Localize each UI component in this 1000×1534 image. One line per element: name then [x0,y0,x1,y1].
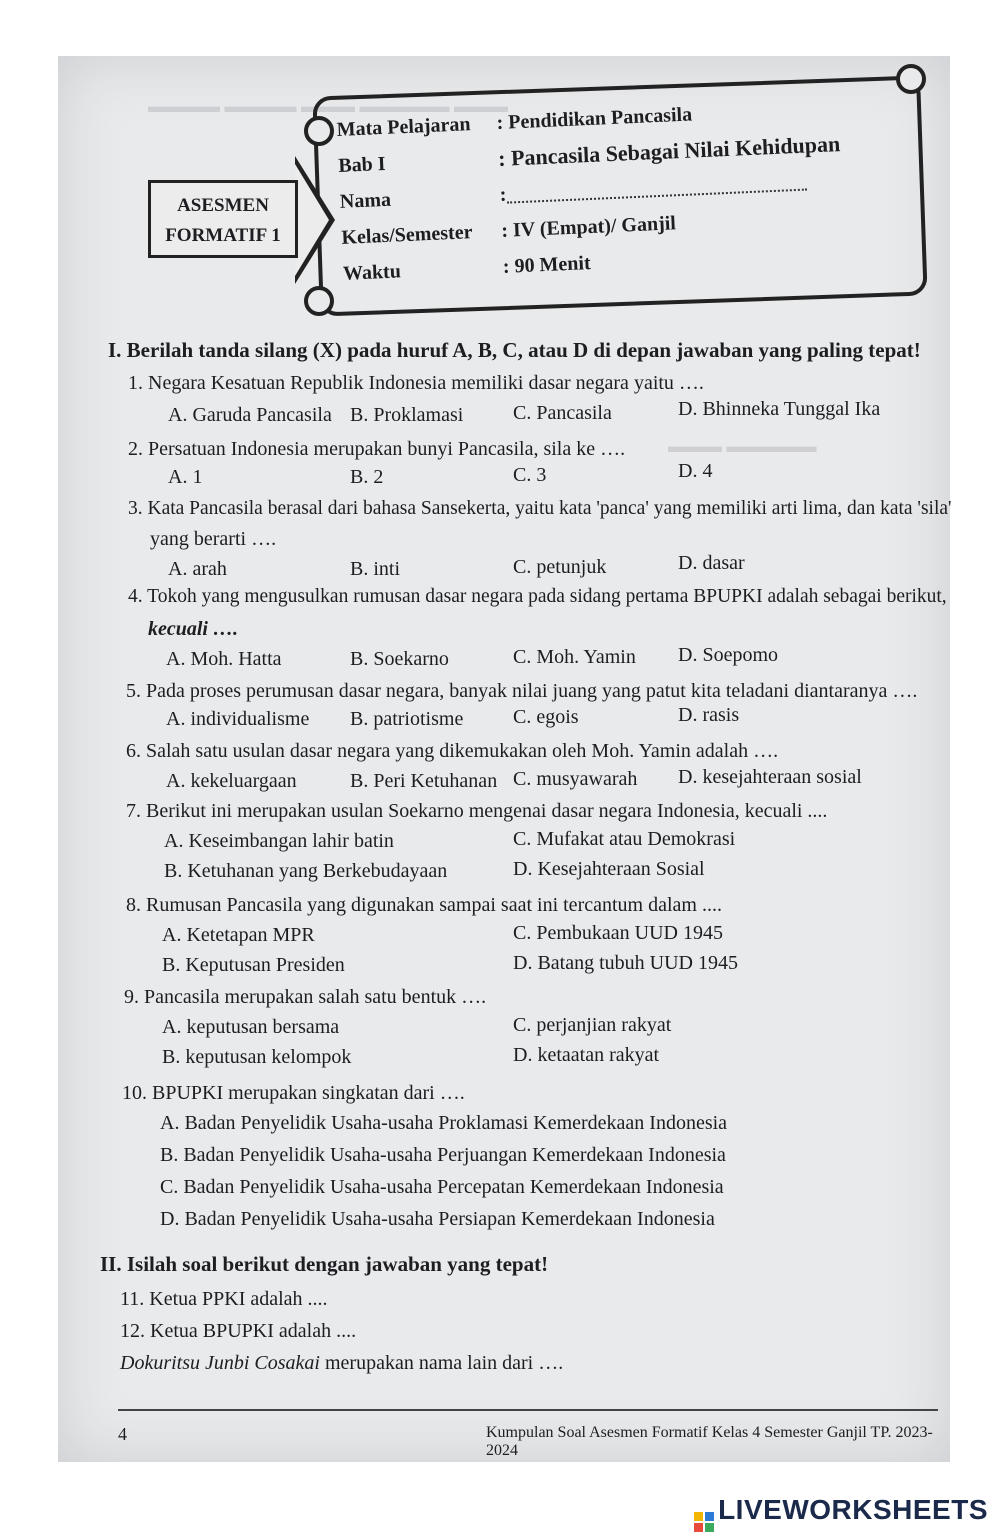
header-label: Nama [339,188,392,213]
option-1a[interactable]: A. Garuda Pancasila [168,404,332,426]
header-value: : 90 Menit [502,251,592,278]
badge-line-1: ASESMEN [177,195,269,216]
option-10d[interactable]: D. Badan Penyelidik Usaha-usaha Persiapan Kemerdekaan Indonesia [160,1208,715,1230]
option-3a[interactable]: A. arah [168,558,227,580]
question-13-term: Dokuritsu Junbi Cosakai [120,1352,320,1374]
header-label: Mata Pelajaran [336,112,471,141]
section-2-title: II. Isilah soal berikut dengan jawaban yang tepat! [100,1252,549,1276]
question-4-cont: kecuali …. [148,618,238,640]
option-3b[interactable]: B. inti [350,558,401,580]
show-through-text: ▬▬▬▬ ▬▬▬▬ ▬▬▬ ▬▬▬▬▬ ▬▬▬ [148,96,508,116]
option-1d[interactable]: D. Bhinneka Tunggal Ika [678,398,881,420]
question-3-cont: yang berarti …. [150,528,277,550]
option-7a[interactable]: A. Keseimbangan lahir batin [164,830,394,852]
option-2d[interactable]: D. 4 [678,460,713,482]
option-7b[interactable]: B. Ketuhanan yang Berkebudayaan [164,860,448,882]
footer-text: Kumpulan Soal Asesmen Formatif Kelas 4 Semester Ganjil TP. 2023-2024 [486,1424,933,1459]
option-5c[interactable]: C. egois [513,706,579,728]
liveworksheets-logo [694,1494,988,1532]
question-5: 5. Pada proses perumusan dasar negara, banyak nilai juang yang patut kita teladani diantaranya …. [126,680,918,702]
header-label: Kelas/Semester [340,220,473,249]
assessment-badge [148,180,298,258]
question-10: 10. BPUPKI merupakan singkatan dari …. [122,1082,465,1104]
question-2: 2. Persatuan Indonesia merupakan bunyi Pancasila, sila ke …. [128,438,626,460]
option-6c[interactable]: C. musyawarah [513,768,638,790]
header-value: : Pancasila Sebagai Nilai Kehidupan [497,131,841,171]
option-6d[interactable]: D. kesejahteraan sosial [678,766,862,788]
option-7d[interactable]: D. Kesejahteraan Sosial [513,858,705,880]
badge-line-2: FORMATIF 1 [165,225,281,246]
option-1c[interactable]: C. Pancasila [513,402,612,424]
scroll-curl-icon [304,116,334,146]
option-8b[interactable]: B. Keputusan Presiden [162,954,345,976]
option-1b[interactable]: B. Proklamasi [350,404,464,426]
option-4a[interactable]: A. Moh. Hatta [166,648,282,670]
question-7: 7. Berikut ini merupakan usulan Soekarno mengenai dasar negara Indonesia, kecuali .... [126,800,828,822]
option-10c[interactable]: C. Badan Penyelidik Usaha-usaha Percepatan Kemerdekaan Indonesia [160,1176,724,1198]
option-5b[interactable]: B. patriotisme [350,708,464,730]
header-value: : Pendidikan Pancasila [496,102,693,134]
question-13[interactable]: Dokuritsu Junbi Cosakai merupakan nama lain dari …. [120,1352,564,1374]
option-9b[interactable]: B. keputusan kelompok [162,1046,352,1068]
option-5a[interactable]: A. individualisme [166,708,310,730]
question-9: 9. Pancasila merupakan salah satu bentuk …. [124,986,487,1008]
header-value: : IV (Empat)/ Ganjil [500,211,677,242]
option-10a[interactable]: A. Badan Penyelidik Usaha-usaha Proklamasi Kemerdekaan Indonesia [160,1112,728,1134]
section-1-title: I. Berilah tanda silang (X) pada huruf A, B, C, atau D di depan jawaban yang paling tepat! [108,338,921,362]
header-value: : [499,183,507,206]
name-input-line[interactable] [506,173,806,204]
option-3c[interactable]: C. petunjuk [513,556,607,578]
option-3d[interactable]: D. dasar [678,552,745,574]
option-5d[interactable]: D. rasis [678,704,740,726]
option-9a[interactable]: A. keputusan bersama [162,1016,340,1038]
scroll-curl-icon [304,286,334,316]
brand-text: LIVEWORKSHEETS [718,1494,988,1525]
footer-divider [118,1409,938,1411]
option-4c[interactable]: C. Moh. Yamin [513,646,636,668]
arrow-shape-inner [295,164,329,276]
option-8c[interactable]: C. Pembukaan UUD 1945 [513,922,723,944]
scroll-curl-icon [896,64,926,94]
option-4b[interactable]: B. Soekarno [350,648,449,670]
header-info [336,90,846,292]
option-4d[interactable]: D. Soepomo [678,644,778,666]
option-2a[interactable]: A. 1 [168,466,203,488]
header-label: Bab I [337,152,387,177]
question-11[interactable]: 11. Ketua PPKI adalah .... [120,1288,328,1310]
option-2c[interactable]: C. 3 [513,464,547,486]
option-8d[interactable]: D. Batang tubuh UUD 1945 [513,952,738,974]
option-9d[interactable]: D. ketaatan rakyat [513,1044,660,1066]
header-label: Waktu [342,259,402,285]
option-6b[interactable]: B. Peri Ketuhanan [350,770,498,792]
option-10b[interactable]: B. Badan Penyelidik Usaha-usaha Perjuangan Kemerdekaan Indonesia [160,1144,726,1166]
question-8: 8. Rumusan Pancasila yang digunakan sampai saat ini tercantum dalam .... [126,894,722,916]
question-3: 3. Kata Pancasila berasal dari bahasa Sansekerta, yaitu kata 'panca' yang memiliki arti lima, dan kata 'sila' [128,498,952,519]
question-6: 6. Salah satu usulan dasar negara yang dikemukakan oleh Moh. Yamin adalah …. [126,740,779,762]
question-12[interactable]: 12. Ketua BPUPKI adalah .... [120,1320,357,1342]
page-number: 4 [118,1424,127,1444]
option-2b[interactable]: B. 2 [350,466,384,488]
show-through-text: ▬▬▬ ▬▬▬▬▬ [668,436,817,456]
question-1: 1. Negara Kesatuan Republik Indonesia memiliki dasar negara yaitu …. [128,372,704,394]
option-9c[interactable]: C. perjanjian rakyat [513,1014,672,1036]
option-7c[interactable]: C. Mufakat atau Demokrasi [513,828,736,850]
brand-grid-icon [694,1512,714,1532]
question-4: 4. Tokoh yang mengusulkan rumusan dasar negara pada sidang pertama BPUPKI adalah sebagai berikut, [128,586,947,607]
option-6a[interactable]: A. kekeluargaan [166,770,297,792]
option-8a[interactable]: A. Ketetapan MPR [162,924,315,946]
worksheet-page [58,56,950,1462]
